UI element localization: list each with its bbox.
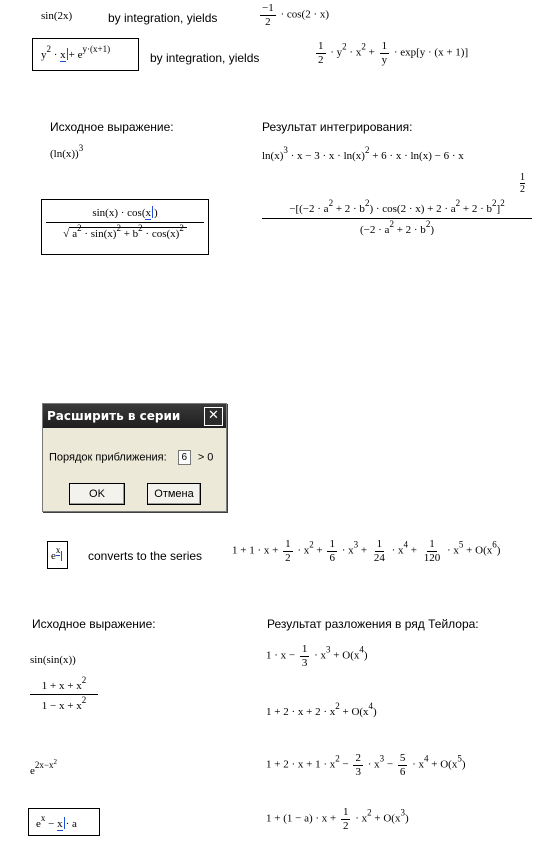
- ex2-result: $\frac{1}{2}$ · $y^2 \cdot x^2$ + $\frac{1}{y}$ · exp[y · (x + 1)]: [318, 40, 469, 66]
- table2-row3-right: $1 + 2 \cdot x + 1 \cdot x^2$ − $\frac{2}{3}$ · $x^3$ − $\frac{5}{6}$ · $x^4 + O(x^5)$: [266, 752, 466, 778]
- order-label: Порядок приближения:: [49, 451, 167, 464]
- ex3-expression-box[interactable]: $e^x$: [47, 541, 68, 569]
- table1-row1-left: $(\ln(x))^3$: [50, 143, 84, 160]
- ex3-series: 1 + 1 · x + $\frac{1}{2}$ · $x^2$ + $\frac{1}{6}$ · $x^3$ + $\frac{1}{24}$ · $x^4$ + $\frac{1}{120}$ · $x^5 + O(x^6)$: [232, 538, 501, 564]
- table2-header-right: Результат разложения в ряд Тейлора:: [267, 617, 479, 631]
- ok-button[interactable]: OK: [69, 483, 125, 505]
- ex1-expression: sin(2x): [41, 10, 73, 22]
- table2-row2-left: $1 + x + x^2$ $1 - x + x^2$: [30, 680, 98, 712]
- table1-row1-right: $\ln(x)^3 \cdot x - 3 \cdot x \cdot \ln(x)^2 + 6 \cdot x \cdot \ln(x) - 6 \cdot x$: [262, 145, 464, 162]
- order-input[interactable]: 6: [178, 450, 191, 465]
- close-icon[interactable]: ✕: [204, 407, 223, 426]
- ex1-yields-text: by integration, yields: [108, 11, 218, 25]
- ex3-text: converts to the series: [88, 549, 203, 563]
- order-row: [49, 450, 213, 465]
- table2-row2-right: $1 + 2 \cdot x + 2 \cdot x^2 + O(x^4)$: [266, 701, 377, 718]
- dialog-title-bar: [43, 404, 226, 428]
- table2-header-left: Исходное выражение:: [32, 617, 156, 631]
- cancel-button[interactable]: Отмена: [147, 483, 201, 505]
- table2-row3-left: $e^{2x-x^2}$: [30, 758, 57, 777]
- ex2-expression-box[interactable]: $y^2 \cdot x + e^{y\cdot(x+1)}$: [32, 38, 139, 71]
- table1-row2-right-exponent: 1 2: [520, 172, 525, 195]
- table2-row1-left: sin(sin(x)): [30, 654, 76, 666]
- table1-header-right: Результат интегрирования:: [262, 120, 413, 134]
- table1-row2-right: $-[(-2 \cdot a^2 + 2 \cdot b^2) \cdot \cos(2 \cdot x) + 2 \cdot a^2 + 2 \cdot b^2]^2$ $(-2 \cdot a^2 + 2 \cdot b^2)$: [262, 203, 532, 236]
- table1-row2-left-box[interactable]: sin(x) · cos(x ) √ $a^2 \cdot \sin(x)^2 + b^2 \cdot \cos(x)^2$: [41, 199, 209, 255]
- table2-row4-left-box[interactable]: $e^x - x \cdot a$: [28, 808, 100, 836]
- table2-row1-right: 1 · x − $\frac{1}{3}$ · $x^3 + O(x^4)$: [266, 643, 368, 669]
- order-constraint: > 0: [197, 451, 214, 464]
- dialog-title: Расширить в серии: [47, 409, 181, 423]
- table1-header-left: Исходное выражение:: [50, 120, 174, 134]
- expand-series-dialog: [42, 403, 227, 512]
- ex2-yields-text: by integration, yields: [150, 51, 260, 65]
- table2-row4-right: 1 + (1 − a) · x + $\frac{1}{2}$ · $x^2 + O(x^3)$: [266, 806, 409, 832]
- ex1-result: $\frac{-1}{2}$ · cos(2 · x): [262, 2, 330, 28]
